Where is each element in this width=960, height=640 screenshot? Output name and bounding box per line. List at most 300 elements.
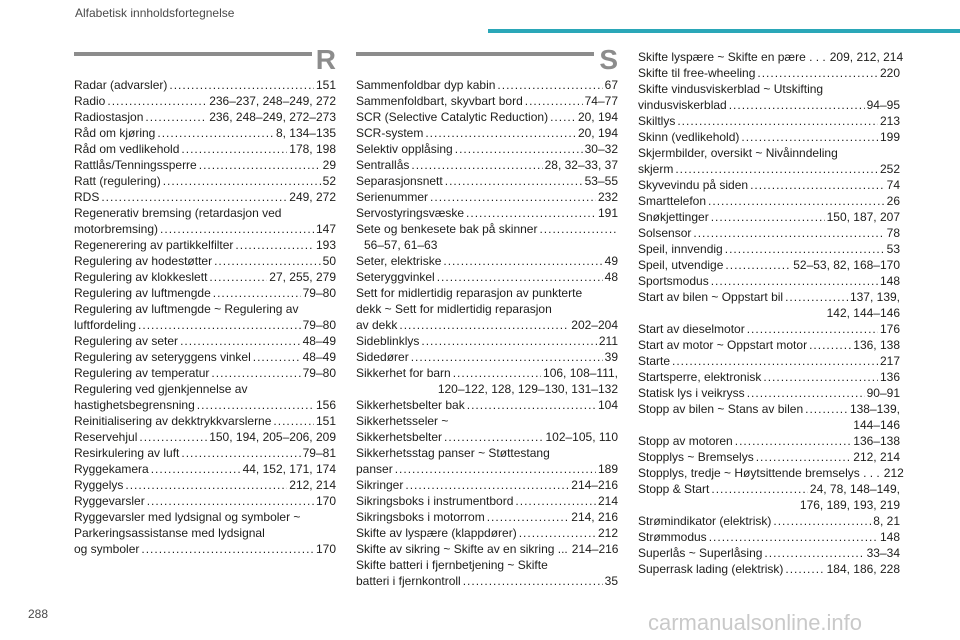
index-entry-term: Regulering av luftmengde	[74, 286, 211, 300]
dot-leader	[399, 317, 569, 333]
index-entry[interactable]	[74, 493, 336, 509]
dot-leader	[209, 269, 267, 285]
dot-leader	[411, 349, 603, 365]
dot-leader	[756, 449, 852, 465]
index-entry-term: Sideblinklys	[356, 334, 420, 348]
index-entry-term: Rattlås/Tenningssperre	[74, 158, 197, 172]
index-entry-term: hastighetsbegrensning	[74, 398, 195, 412]
index-entry[interactable]	[638, 561, 900, 577]
index-entry-pages: 148	[879, 530, 900, 544]
index-entry[interactable]	[638, 513, 900, 529]
index-entry-term: Starte	[638, 354, 671, 368]
dot-leader	[395, 461, 596, 477]
index-entry-term: Skifte av lyspære (klappdører)	[356, 526, 517, 540]
index-entry[interactable]	[356, 541, 618, 557]
index-entry-term: Startsperre, elektronisk	[638, 370, 762, 384]
index-entry-pages-continued: 144–146	[853, 418, 900, 432]
dot-leader	[677, 113, 878, 129]
index-entry-term: Regenerativ bremsing (retardasjon ved	[74, 206, 282, 220]
index-entry-pages: 199	[879, 130, 900, 144]
index-entry-pages: 214–216	[571, 478, 618, 492]
index-entry-term: Stopp av motoren	[638, 434, 733, 448]
section-letter: R	[315, 44, 336, 75]
dot-leader	[809, 337, 851, 353]
dot-leader	[466, 205, 596, 221]
index-entry-term: Regulering av seter	[74, 334, 179, 348]
index-entry-term: Reservehjul	[74, 430, 138, 444]
index-entry[interactable]	[638, 465, 904, 481]
index-entry-pages: 35	[604, 574, 618, 588]
index-entry[interactable]	[638, 369, 900, 385]
index-entry[interactable]	[356, 157, 618, 173]
index-entry-pages: 148	[879, 274, 900, 288]
dot-leader	[708, 193, 885, 209]
index-entry-pages: 79–81	[302, 446, 336, 460]
section-header-s	[356, 44, 618, 77]
watermark: carmanualsonline.info	[648, 610, 863, 635]
index-entry-pages: 178, 198	[289, 142, 336, 156]
index-entry-pages: 104	[597, 398, 618, 412]
dot-leader	[785, 289, 848, 305]
index-entry-term: dekk ~ Sett for midlertidig reparasjon	[356, 302, 552, 316]
dot-leader	[711, 273, 878, 289]
index-entry-pages: 79–80	[302, 366, 336, 380]
index-entry[interactable]	[356, 349, 618, 365]
index-entry-term: Stopp & Start	[638, 482, 710, 496]
index-entry-term: Strømindikator (elektrisk)	[638, 514, 772, 528]
index-entry[interactable]	[638, 321, 900, 337]
index-entry-term: Regulering av hodestøtter	[74, 254, 213, 268]
index-entry[interactable]	[74, 365, 336, 381]
index-entry-pages-continued: 176, 189, 193, 219	[799, 498, 900, 512]
dot-leader	[430, 189, 596, 205]
index-entry-term: Superrask lading (elektrisk)	[638, 562, 784, 576]
index-entry-term: Superlås ~ Superlåsing	[638, 546, 763, 560]
index-entry-term: Råd om vedlikehold	[74, 142, 180, 156]
index-entry[interactable]	[74, 349, 336, 365]
index-entry-pages: 193	[315, 238, 336, 252]
index-entry-pages: 214, 216	[571, 510, 618, 524]
dot-leader	[693, 225, 884, 241]
index-entry-term: Start av motor ~ Oppstart motor	[638, 338, 808, 352]
index-entry-pages: 74	[886, 178, 900, 192]
index-entry[interactable]	[356, 141, 618, 157]
index-entry[interactable]	[356, 269, 618, 285]
index-entry-pages: 8, 134–135	[275, 126, 336, 140]
index-entry-pages: 151	[315, 78, 336, 92]
section-header-r	[74, 44, 336, 77]
index-entry-pages: 211	[598, 334, 618, 348]
dot-leader	[181, 445, 300, 461]
index-entry[interactable]	[638, 129, 900, 145]
index-entry-term: luftfordeling	[74, 318, 137, 332]
section-divider	[356, 52, 594, 56]
index-entry[interactable]	[638, 177, 900, 193]
index-entry-pages: 52–53, 82, 168–170	[793, 258, 900, 272]
index-entry[interactable]	[74, 285, 336, 301]
index-entry-term: Servostyringsvæske	[356, 206, 465, 220]
index-entry-pages: 249, 272	[289, 190, 336, 204]
index-entry-term: Skifte av sikring ~ Skifte av en sikring ...	[356, 542, 568, 556]
dot-leader	[747, 385, 865, 401]
dot-leader	[157, 125, 274, 141]
dot-leader	[805, 401, 848, 417]
index-entry-term: Sikkerhetsbelter	[356, 430, 443, 444]
index-entry-term: Stopplys, tredje ~ Høytsittende bremselys . . .	[638, 466, 880, 480]
dot-leader	[785, 561, 824, 577]
index-entry-pages: 212	[597, 526, 618, 540]
index-entry-term: Ryggekamera	[74, 462, 149, 476]
index-entry-term: Regulering ved gjenkjennelse av	[74, 382, 248, 396]
index-entry-pages: 170	[315, 542, 336, 556]
index-entry[interactable]	[356, 509, 618, 525]
index-entry-term: Radar (advarsler)	[74, 78, 168, 92]
index-entry[interactable]	[74, 269, 336, 285]
index-entry[interactable]	[356, 285, 618, 333]
index-entry-pages: 79–80	[302, 318, 336, 332]
index-entry[interactable]	[356, 493, 618, 509]
dot-leader	[437, 269, 603, 285]
index-entry[interactable]	[74, 381, 336, 413]
index-entry-term: Stopp av bilen ~ Stans av bilen	[638, 402, 804, 416]
index-entry-term: motorbremsing)	[74, 222, 159, 236]
index-entry-pages: 151	[315, 414, 336, 428]
index-entry-pages-continued: 142, 144–146	[826, 306, 900, 320]
index-entry-term: Radio	[74, 94, 106, 108]
index-entry-term: skjerm	[638, 162, 674, 176]
dot-leader	[107, 93, 207, 109]
index-entry[interactable]	[638, 193, 900, 209]
dot-leader	[487, 509, 570, 525]
index-entry-term: Skinn (vedlikehold)	[638, 130, 740, 144]
index-entry[interactable]	[356, 205, 618, 221]
index-entry-term: Sentrallås	[356, 158, 410, 172]
index-entry-term: Skiltlys	[638, 114, 676, 128]
index-entry[interactable]	[356, 445, 618, 477]
index-entry-term: Sikkerhetsseler ~	[356, 414, 449, 428]
index-entry[interactable]	[74, 189, 336, 205]
dot-leader	[757, 65, 878, 81]
index-entry[interactable]	[74, 333, 336, 349]
index-entry-term: Regenerering av partikkelfilter	[74, 238, 234, 252]
index-entry[interactable]	[356, 77, 618, 93]
index-entry[interactable]	[356, 93, 618, 109]
dot-leader	[725, 241, 885, 257]
dot-leader	[515, 493, 596, 509]
index-entry-term: Snøkjettinger	[638, 210, 709, 224]
dot-leader	[213, 285, 301, 301]
index-entry-pages: 156	[315, 398, 336, 412]
index-entry[interactable]	[638, 385, 900, 401]
index-entry[interactable]	[638, 353, 900, 369]
section-divider	[74, 52, 312, 56]
index-entry-pages: 48	[604, 270, 618, 284]
index-entry-pages: 26	[886, 194, 900, 208]
dot-leader	[750, 177, 885, 193]
index-entry-term: Ryggevarsler	[74, 494, 145, 508]
index-entry-term: Serienummer	[356, 190, 429, 204]
index-entry-term: RDS	[74, 190, 100, 204]
dot-leader	[411, 157, 542, 173]
index-entry[interactable]	[638, 273, 900, 289]
dot-leader	[729, 97, 865, 113]
index-entry-pages: 176	[879, 322, 900, 336]
index-entry-pages: 202–204	[571, 318, 618, 332]
index-entry-term: Seter, elektriske	[356, 254, 442, 268]
index-entry[interactable]	[638, 433, 900, 449]
dot-leader	[199, 157, 321, 173]
index-entry-pages: 191	[597, 206, 618, 220]
index-entry[interactable]	[638, 257, 900, 273]
index-entry-pages: 53–55	[584, 174, 618, 188]
index-entry[interactable]	[74, 429, 336, 445]
index-entry[interactable]	[638, 65, 900, 81]
dot-leader	[453, 365, 541, 381]
index-entry-pages: 102–105, 110	[545, 430, 618, 444]
index-entry[interactable]	[638, 449, 900, 465]
index-entry-pages: 136	[879, 370, 900, 384]
dot-leader	[672, 353, 878, 369]
index-entry-term: Sammenfoldbar dyp kabin	[356, 78, 496, 92]
dot-leader	[145, 109, 207, 125]
index-entry-pages: 136–138	[853, 434, 900, 448]
index-entry-pages: 79–80	[302, 286, 336, 300]
index-entry-pages: 147	[315, 222, 336, 236]
index-entry-pages: 137, 139,	[849, 290, 900, 304]
index-entry[interactable]	[356, 365, 618, 397]
index-entry[interactable]	[356, 253, 618, 269]
dot-leader	[160, 221, 314, 237]
index-entry-term: Speil, innvendig	[638, 242, 723, 256]
index-entry[interactable]	[74, 205, 336, 237]
index-entry-term: Sikringer	[356, 478, 404, 492]
index-entry[interactable]	[638, 145, 900, 177]
index-entry-term: Ryggevarsler med lydsignal og symboler ~	[74, 510, 301, 524]
index-entry-pages: 232	[597, 190, 618, 204]
index-entry-term: panser	[356, 462, 393, 476]
index-entry-term: Seteryggvinkel	[356, 270, 435, 284]
index-entry[interactable]	[356, 477, 618, 493]
index-entry-pages: 48–49	[302, 350, 336, 364]
dot-leader	[709, 529, 878, 545]
dot-leader	[444, 429, 543, 445]
index-entry-pages: 138–139,	[849, 402, 900, 416]
index-entry-term: Statisk lys i veikryss	[638, 386, 745, 400]
dot-leader	[445, 173, 583, 189]
page-number: 288	[28, 607, 49, 621]
dot-leader	[235, 237, 314, 253]
dot-leader	[764, 545, 864, 561]
index-entry-pages: 8, 21	[873, 514, 900, 528]
dot-leader	[214, 253, 321, 269]
index-entry[interactable]	[74, 461, 336, 477]
index-entry[interactable]	[356, 557, 618, 589]
index-entry-term: Sikkerhet for barn	[356, 366, 451, 380]
index-entry-pages: 20, 194	[577, 126, 618, 140]
index-entry-pages: 212, 214	[289, 478, 336, 492]
index-entry[interactable]	[74, 109, 336, 125]
index-entry-term: SCR-system	[356, 126, 424, 140]
index-entry-pages: 39	[604, 350, 618, 364]
index-entry[interactable]	[74, 445, 336, 461]
index-entry[interactable]	[638, 481, 900, 513]
dot-leader	[675, 161, 878, 177]
index-entry-term: Skifte til free-wheeling	[638, 66, 756, 80]
dot-leader	[773, 513, 871, 529]
index-entry-pages: 27, 255, 279	[269, 270, 336, 284]
index-entry-pages: 74–77	[584, 94, 618, 108]
index-entry[interactable]	[356, 125, 618, 141]
index-entry-pages: 29	[322, 158, 336, 172]
index-entry[interactable]	[356, 413, 618, 445]
index-entry-pages: 20, 194	[577, 110, 618, 124]
dot-leader	[138, 317, 301, 333]
index-entry-term: Start av dieselmotor	[638, 322, 745, 336]
index-entry[interactable]	[638, 49, 904, 65]
index-entry-term: og symboler	[74, 542, 140, 556]
index-entry-pages: 213	[879, 114, 900, 128]
index-entry-pages: 94–95	[866, 98, 900, 112]
index-entry-term: batteri i fjernkontroll	[356, 574, 461, 588]
index-entry-term: Smarttelefon	[638, 194, 707, 208]
index-entry-pages: 53	[886, 242, 900, 256]
dot-leader	[519, 525, 596, 541]
dot-leader	[463, 573, 603, 589]
dot-leader	[211, 365, 300, 381]
index-entry[interactable]	[356, 333, 618, 349]
index-entry[interactable]	[74, 301, 336, 333]
index-entry-term: vindusviskerblad	[638, 98, 727, 112]
index-entry[interactable]	[74, 93, 336, 109]
dot-leader	[197, 397, 314, 413]
index-entry-pages-continued: 120–122, 128, 129–130, 131–132	[437, 382, 618, 396]
index-entry-term: av dekk	[356, 318, 398, 332]
index-entry[interactable]	[74, 237, 336, 253]
index-entry-term: Regulering av seteryggens vinkel	[74, 350, 251, 364]
dot-leader	[163, 173, 321, 189]
index-entry[interactable]	[638, 113, 900, 129]
index-entry[interactable]	[74, 477, 336, 493]
dot-leader	[425, 125, 576, 141]
index-entry-pages: 150, 194, 205–206, 209	[209, 430, 336, 444]
index-entry-pages: 49	[604, 254, 618, 268]
dot-leader	[741, 129, 878, 145]
index-entry[interactable]	[74, 253, 336, 269]
index-entry-pages: 44, 152, 171, 174	[242, 462, 336, 476]
index-entry-pages: 212	[883, 466, 904, 480]
index-entry[interactable]	[74, 413, 336, 429]
index-entry[interactable]	[638, 545, 900, 561]
index-entry-term: Regulering av klokkeslett	[74, 270, 208, 284]
index-entry-pages: 209, 212, 214	[829, 50, 904, 64]
index-entry-term: Sikkerhetsstag panser ~ Støttestang	[356, 446, 550, 460]
index-entry[interactable]	[638, 81, 900, 113]
index-entry[interactable]	[356, 397, 618, 413]
dot-leader	[151, 461, 241, 477]
index-entry-pages: 52	[322, 174, 336, 188]
dot-leader	[101, 189, 287, 205]
page-header-title: Alfabetisk innholdsfortegnelse	[75, 6, 235, 20]
index-entry[interactable]	[356, 221, 618, 253]
dot-leader	[539, 221, 616, 237]
dot-leader	[273, 413, 314, 429]
index-entry-term: Regulering av luftmengde ~ Regulering av	[74, 302, 299, 316]
index-entry-pages: 236–237, 248–249, 272	[209, 94, 336, 108]
index-entry-term: Strømmodus	[638, 530, 707, 544]
index-entry-pages: 220	[879, 66, 900, 80]
dot-leader	[139, 429, 207, 445]
index-entry[interactable]	[638, 209, 900, 225]
index-entry[interactable]	[74, 157, 336, 173]
index-entry-term: Reinitialisering av dekktrykkvarslerne	[74, 414, 272, 428]
index-entry-pages: 50	[322, 254, 336, 268]
index-entry-term: Stopplys ~ Bremselys	[638, 450, 754, 464]
index-entry[interactable]	[638, 401, 900, 433]
index-entry-term: Sikringsboks i motorrom	[356, 510, 485, 524]
dot-leader	[405, 477, 569, 493]
index-entry-term: SCR (Selective Catalytic Reduction)	[356, 110, 549, 124]
index-entry[interactable]	[356, 173, 618, 189]
index-entry-pages: 150, 187, 207	[826, 210, 900, 224]
index-entry-term: Sikringsboks i instrumentbord	[356, 494, 514, 508]
dot-leader	[181, 141, 287, 157]
index-entry[interactable]	[74, 173, 336, 189]
dot-leader	[763, 369, 878, 385]
index-entry[interactable]	[356, 189, 618, 205]
index-entry-pages: 212, 214	[853, 450, 900, 464]
index-entry[interactable]	[74, 141, 336, 157]
index-entry-pages: 184, 186, 228	[826, 562, 900, 576]
dot-leader	[711, 209, 825, 225]
dot-leader	[497, 77, 602, 93]
index-entry-pages: 214	[597, 494, 618, 508]
dot-leader	[125, 477, 287, 493]
index-entry[interactable]	[638, 529, 900, 545]
index-entry-term: Sett for midlertidig reparasjon av punkterte	[356, 286, 583, 300]
index-entry[interactable]	[356, 525, 618, 541]
index-entry-pages: 236, 248–249, 272–273	[209, 110, 336, 124]
index-entry-term: Skifte vindusviskerblad ~ Utskifting	[638, 82, 824, 96]
dot-leader	[141, 541, 314, 557]
dot-leader	[747, 321, 878, 337]
index-entry-term: Skifte batteri i fjernbetjening ~ Skifte	[356, 558, 548, 572]
index-entry-pages: 78	[886, 226, 900, 240]
index-entry[interactable]	[638, 337, 900, 353]
index-entry-term: Ryggelys	[74, 478, 124, 492]
index-entry[interactable]	[638, 241, 900, 257]
index-entry[interactable]	[74, 125, 336, 141]
dot-leader	[443, 253, 602, 269]
index-entry[interactable]	[74, 77, 336, 93]
index-entry-pages: 90–91	[866, 386, 900, 400]
index-entry-term: Sete og benkesete bak på skinner	[356, 222, 538, 236]
index-entry[interactable]	[638, 225, 900, 241]
dot-leader	[735, 433, 852, 449]
index-entry-pages: 30–32	[584, 142, 618, 156]
section-letter: S	[599, 44, 618, 75]
index-entry[interactable]	[356, 109, 618, 125]
index-entry-term: Sikkerhetsbelter bak	[356, 398, 465, 412]
index-entry[interactable]	[74, 509, 336, 557]
dot-leader	[169, 77, 314, 93]
index-entry-term: Skjermbilder, oversikt ~ Nivåinndeling	[638, 146, 838, 160]
index-entry-term: Selektiv opplåsing	[356, 142, 453, 156]
dot-leader	[725, 257, 791, 273]
dot-leader	[180, 333, 301, 349]
dot-leader	[467, 397, 596, 413]
index-entry[interactable]	[638, 289, 900, 321]
index-entry-term: Solsensor	[638, 226, 692, 240]
